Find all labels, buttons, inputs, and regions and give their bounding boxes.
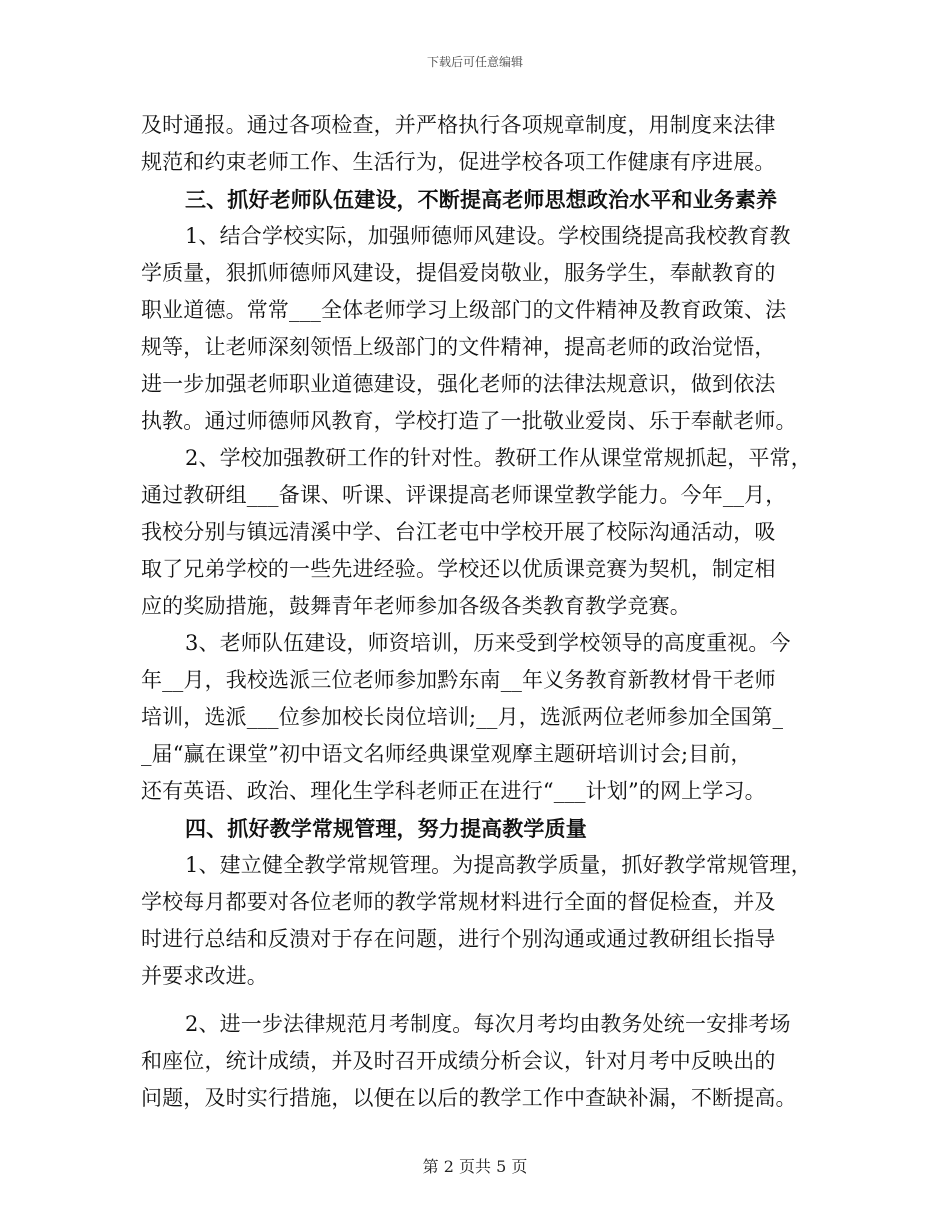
paragraph-line: 1、结合学校实际，加强师德师风建设。学校围绕提高我校教育教 — [185, 224, 791, 248]
paragraph-line: 规范和约束老师工作、生活行为，促进学校各项工作健康有序进展。 — [141, 150, 776, 174]
paragraph-line: 我校分别与镇远清溪中学、台江老屯中学校开展了校际沟通活动，吸 — [141, 520, 776, 544]
paragraph-spacer — [141, 995, 821, 1006]
paragraph-line: 通过教研组___备课、听课、评课提高老师课堂教学能力。今年__月， — [141, 483, 787, 507]
paragraph-line: 取了兄弟学校的一些先进经验。学校还以优质课竞赛为契机，制定相 — [141, 557, 776, 581]
paragraph-line: 规等，让老师深刻领悟上级部门的文件精神，提高老师的政治觉悟， — [141, 335, 776, 359]
paragraph-line: 应的奖励措施，鼓舞青年老师参加各级各类教育教学竞赛。 — [141, 594, 691, 618]
paragraph-line: 3、老师队伍建设，师资培训，历来受到学校领导的高度重视。今 — [185, 631, 791, 655]
section-heading: 三、抓好老师队伍建设，不断提高老师思想政治水平和业务素养 — [185, 187, 778, 212]
paragraph-line: 培训，选派___位参加校长岗位培训;__月，选派两位老师参加全国第_ — [141, 705, 784, 729]
paragraph-line: _届“赢在课堂”初中语文名师经典课堂观摩主题研培训讨会;目前， — [141, 742, 752, 766]
paragraph-line: 2、学校加强教研工作的针对性。教研工作从课堂常规抓起，平常， — [185, 446, 812, 470]
paragraph-line: 2、进一步法律规范月考制度。每次月考均由教务处统一安排考场 — [185, 1012, 791, 1036]
paragraph-line: 并要求改进。 — [141, 964, 268, 988]
paragraph-line: 1、建立健全教学常规管理。为提高教学质量，抓好教学常规管理， — [185, 853, 812, 877]
page-number: 第 2 页共 5 页 — [422, 1157, 528, 1176]
paragraph-line: 年__月，我校选派三位老师参加黔东南__年义务教育新教材骨干老师 — [141, 668, 776, 692]
paragraph-line: 和座位，统计成绩，并及时召开成绩分析会议，针对月考中反映出的 — [141, 1049, 776, 1073]
paragraph-line: 职业道德。常常___全体老师学习上级部门的文件精神及教育政策、法 — [141, 298, 787, 322]
paragraph-line: 学校每月都要对各位老师的教学常规材料进行全面的督促检查，并及 — [141, 890, 776, 914]
paragraph-line: 执教。通过师德师风教育，学校打造了一批敬业爱岗、乐于奉献老师。 — [141, 409, 797, 433]
page-header: 下载后可任意编辑 — [426, 55, 523, 69]
paragraph-line: 及时通报。通过各项检查，并严格执行各项规章制度，用制度来法律 — [141, 113, 776, 137]
paragraph-line: 学质量，狠抓师德师风建设，提倡爱岗敬业，服务学生，奉献教育的 — [141, 261, 776, 285]
paragraph-line: 进一步加强老师职业道德建设，强化老师的法律法规意识，做到依法 — [141, 372, 776, 396]
section-heading: 四、抓好教学常规管理，努力提高教学质量 — [185, 816, 587, 841]
paragraph-line: 还有英语、政治、理化生学科老师正在进行“___计划”的网上学习。 — [141, 779, 766, 803]
paragraph-line: 问题，及时实行措施，以便在以后的教学工作中查缺补漏，不断提高。 — [141, 1086, 797, 1110]
document-body — [141, 107, 821, 1117]
paragraph-line: 时进行总结和反溃对于存在问题，进行个别沟通或通过教研组长指导 — [141, 927, 776, 951]
